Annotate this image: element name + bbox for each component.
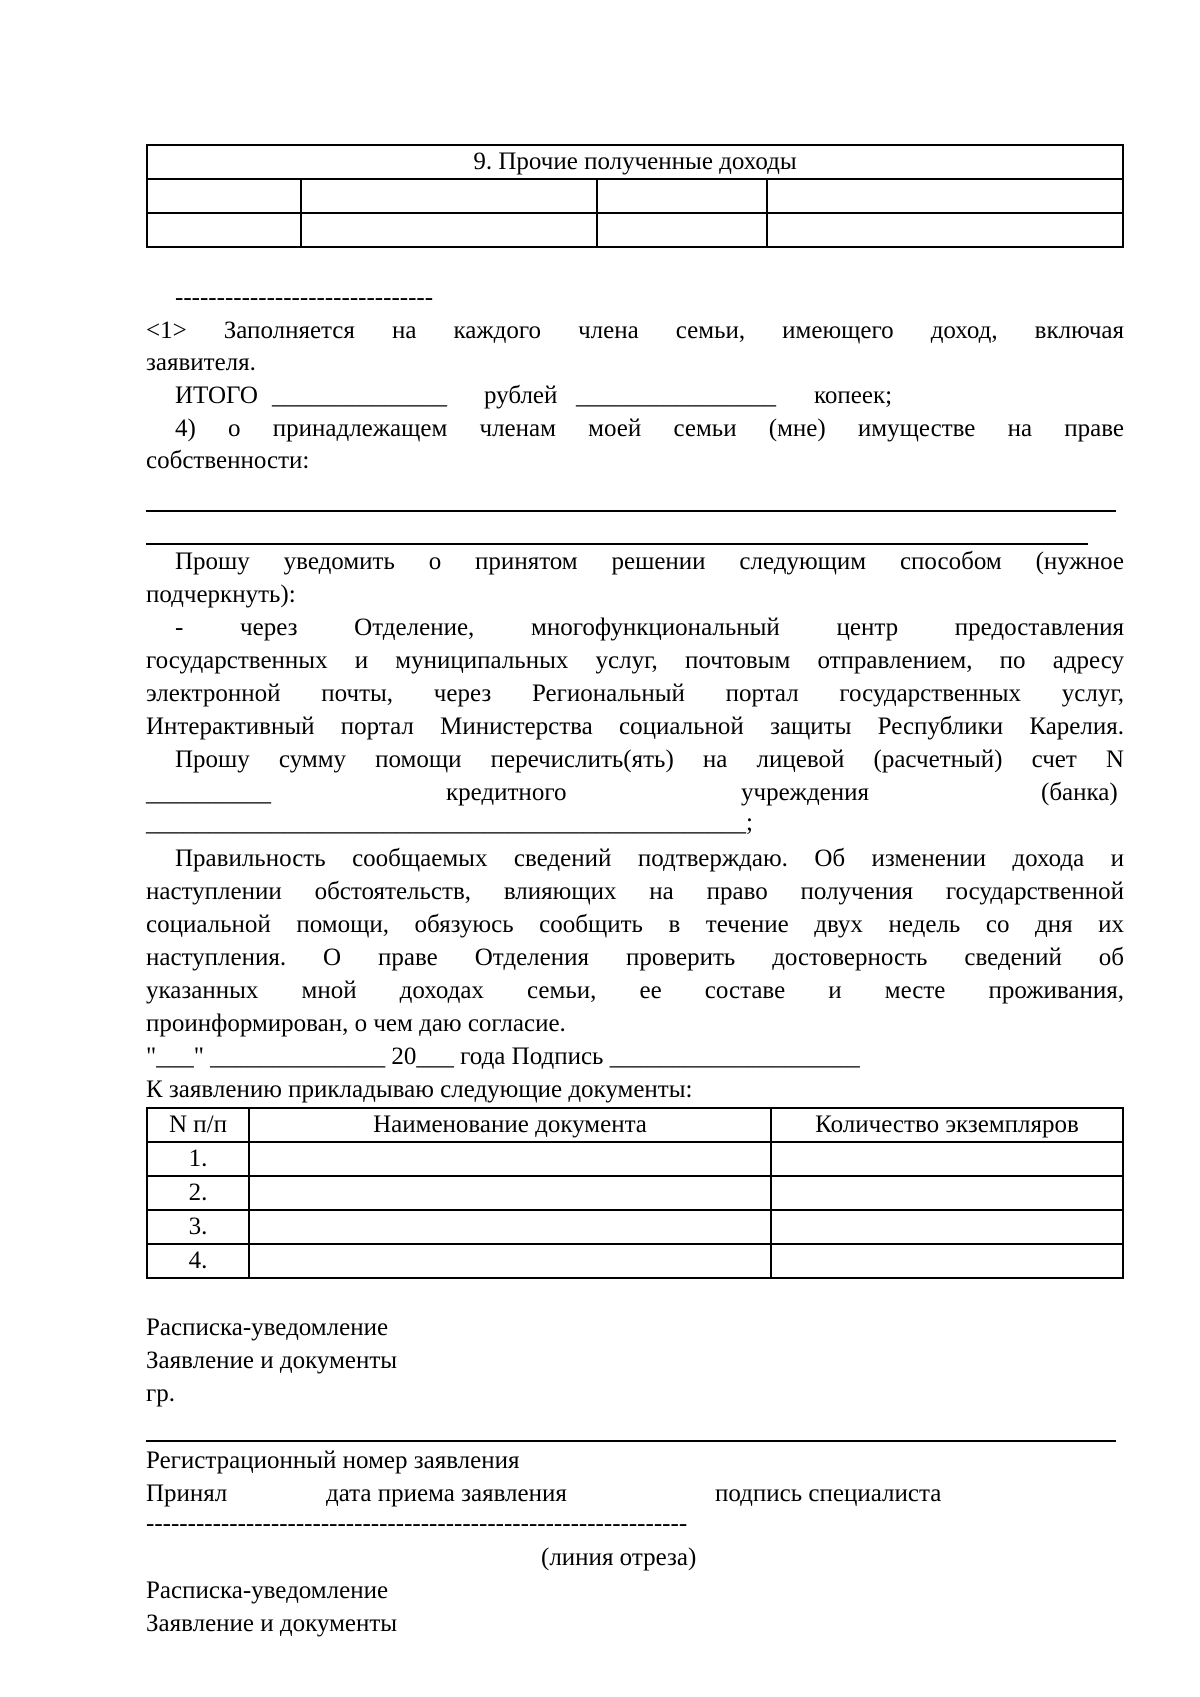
transfer-word: (банка) [1041, 779, 1118, 806]
transfer-word: кредитного [446, 779, 567, 806]
copies-count-cell[interactable] [771, 1210, 1123, 1244]
confirm-line: указанных мной доходах семьи, ее составе и месте проживания, [146, 977, 1124, 1004]
table-header: 9. Прочие полученные доходы [147, 145, 1123, 179]
property-blank-line[interactable] [146, 543, 1088, 545]
notify-option-line: электронной почты, через Региональный портал государственных услуг, [146, 680, 1124, 707]
cut-line-label: (линия отреза) [541, 1544, 697, 1571]
table-header-row [147, 1108, 1123, 1142]
document-name-cell[interactable] [249, 1244, 771, 1278]
total-kopecks-label: копеек; [814, 382, 893, 409]
table-row [147, 1176, 1123, 1210]
property-line: 4) о принадлежащем членам моей семьи (мне) имуществе на праве [175, 415, 1124, 442]
registration-number-label: Регистрационный номер заявления [146, 1447, 520, 1474]
table-cell[interactable] [767, 179, 1123, 213]
accepted-label: Принял [146, 1480, 228, 1507]
notify-option[interactable]: - через Отделение, многофункциональный центр предоставления [175, 614, 1124, 641]
table-row [147, 1142, 1123, 1176]
receipt-blank-line[interactable] [146, 1440, 1116, 1442]
bank-name-field[interactable]: ________________________________________________; [146, 809, 753, 836]
receipt-line: гр. [146, 1380, 176, 1407]
document-name-cell[interactable] [249, 1176, 771, 1210]
receipt-line: Заявление и документы [146, 1610, 398, 1637]
table-cell[interactable] [147, 213, 301, 247]
copies-count-cell[interactable] [771, 1142, 1123, 1176]
notify-option-line: Интерактивный портал Министерства социальной защиты Республики Карелия. [146, 713, 1124, 740]
other-income-table [146, 144, 1124, 248]
footnote-text-line: заявителя. [146, 349, 256, 376]
document-name-cell[interactable] [249, 1210, 771, 1244]
cut-line: ----------------------------------------------------------------- [146, 1510, 688, 1537]
table-row [147, 213, 1123, 247]
specialist-signature-label: подпись специалиста [715, 1480, 942, 1507]
total-rubles-field[interactable]: ______________ [272, 382, 447, 409]
notify-line: Прошу уведомить о принятом решении следующим способом (нужное [175, 548, 1124, 575]
table-cell[interactable] [301, 213, 597, 247]
table-row [147, 179, 1123, 213]
row-number: 1. [147, 1142, 249, 1176]
row-number: 2. [147, 1176, 249, 1210]
table-cell[interactable] [767, 213, 1123, 247]
receipt-title: Расписка-уведомление [146, 1577, 389, 1604]
copies-count-cell[interactable] [771, 1176, 1123, 1210]
confirm-line: Правильность сообщаемых сведений подтверждаю. Об изменении дохода и [175, 845, 1124, 872]
copies-count-cell[interactable] [771, 1244, 1123, 1278]
documents-table [146, 1107, 1124, 1279]
table-cell[interactable] [147, 179, 301, 213]
footnote-text-line: <1> Заполняется на каждого члена семьи, имеющего доход, включая [146, 317, 1124, 344]
document-name-cell[interactable] [249, 1142, 771, 1176]
property-blank-line[interactable] [146, 510, 1116, 512]
confirm-line: социальной помощи, обязуюсь сообщить в течение двух недель со дня их [146, 911, 1124, 938]
account-number-field[interactable]: __________ [146, 779, 271, 806]
confirm-line: наступления. О праве Отделения проверить достоверность сведений об [146, 944, 1124, 971]
total-rubles-label: рублей [484, 382, 558, 409]
property-line: собственности: [146, 447, 310, 474]
footnote-separator: ------------------------------- [175, 284, 434, 311]
receipt-date-label: дата приема заявления [326, 1480, 567, 1507]
attachments-intro: К заявлению прикладываю следующие документы: [146, 1076, 693, 1103]
receipt-line: Заявление и документы [146, 1347, 398, 1374]
transfer-word: учреждения [741, 779, 870, 806]
receipt-title: Расписка-уведомление [146, 1314, 389, 1341]
table-cell[interactable] [301, 179, 597, 213]
transfer-line: Прошу сумму помощи перечислить(ять) на лицевой (расчетный) счет N [175, 746, 1124, 773]
date-signature-line[interactable]: "___" ______________ 20___ года Подпись ____________________ [146, 1043, 860, 1070]
notify-line: подчеркнуть): [146, 581, 296, 608]
row-number: 4. [147, 1244, 249, 1278]
table-cell[interactable] [597, 179, 767, 213]
table-row [147, 1244, 1123, 1278]
notify-option-line: государственных и муниципальных услуг, почтовым отправлением, по адресу [146, 647, 1124, 674]
column-header: Количество экземпляров [771, 1108, 1123, 1142]
total-label: ИТОГО [175, 382, 258, 409]
table-row [147, 1210, 1123, 1244]
row-number: 3. [147, 1210, 249, 1244]
confirm-line: проинформирован, о чем даю согласие. [146, 1010, 566, 1037]
total-kopecks-field[interactable]: ________________ [576, 382, 776, 409]
confirm-line: наступлении обстоятельств, влияющих на право получения государственной [146, 878, 1124, 905]
column-header: Наименование документа [249, 1108, 771, 1142]
table-cell[interactable] [597, 213, 767, 247]
column-header: N п/п [147, 1108, 249, 1142]
